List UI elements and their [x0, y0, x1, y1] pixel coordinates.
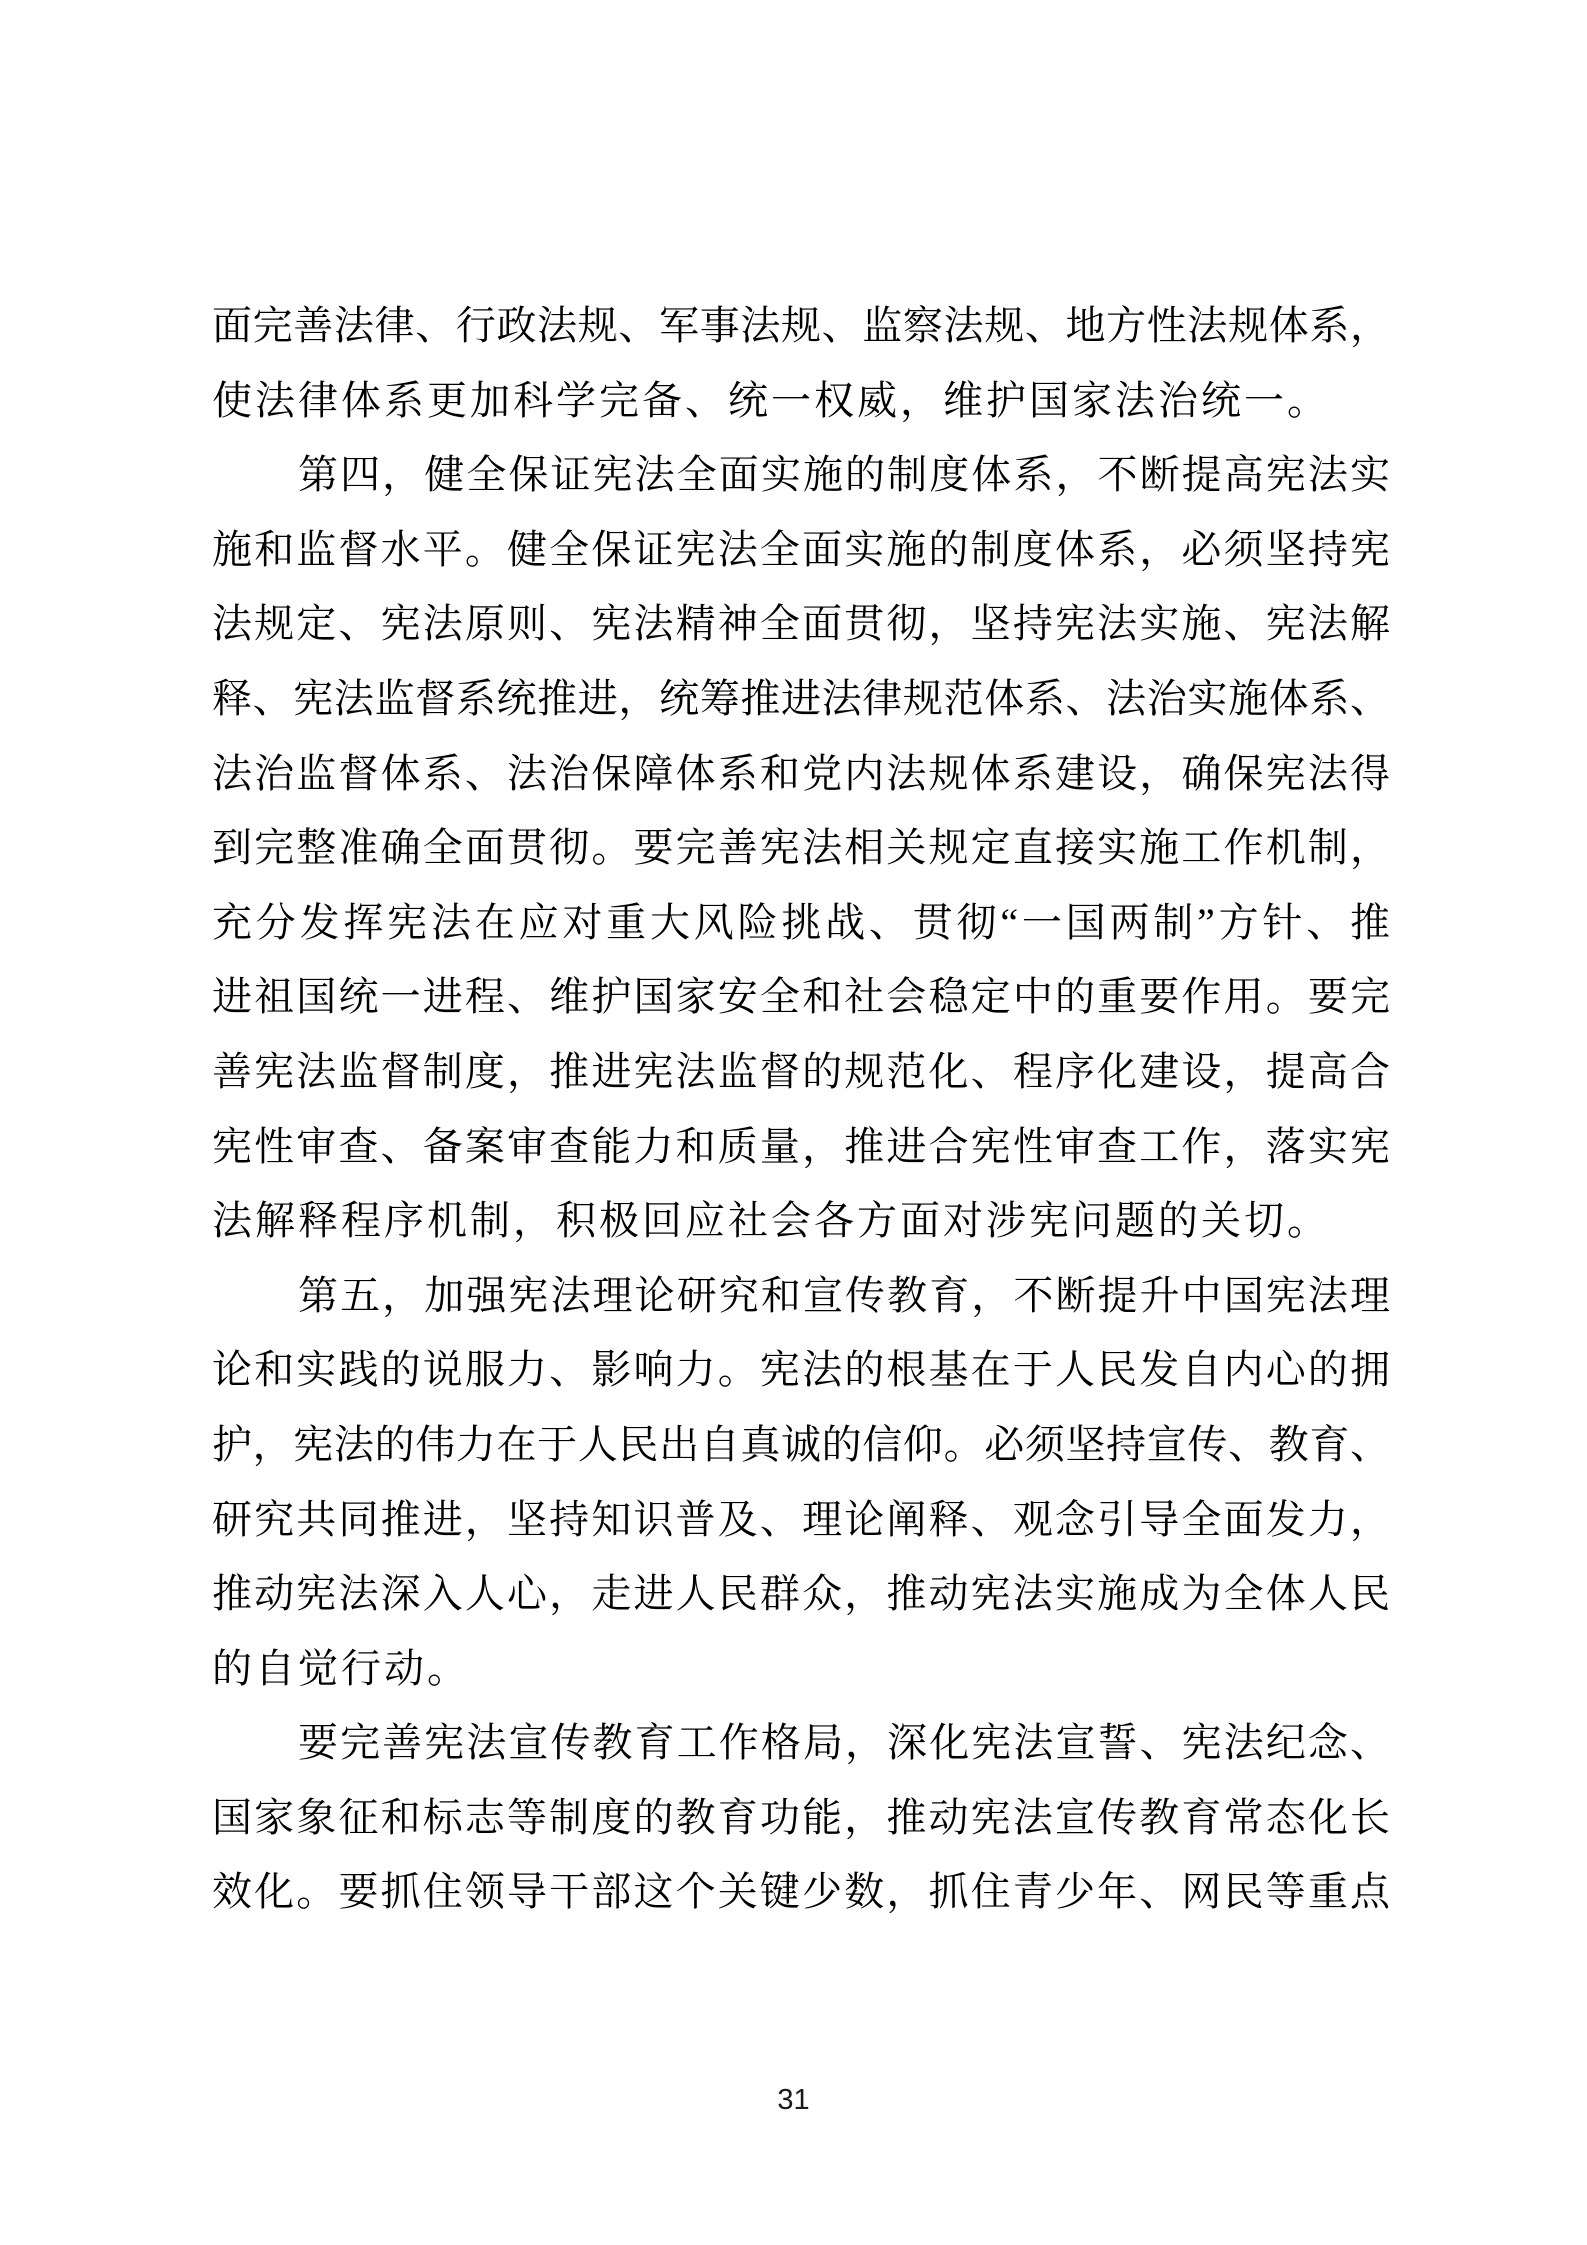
text-line: 充分发挥宪法在应对重大风险挑战、贯彻“一国两制”方针、推	[212, 899, 1390, 945]
text-line: 进祖国统一进程、维护国家安全和社会稳定中的重要作用。要完	[212, 974, 1390, 1020]
text-line: 善宪法监督制度，推进宪法监督的规范化、程序化建设，提高合	[212, 1048, 1390, 1094]
text-line: 法规定、宪法原则、宪法精神全面贯彻，坚持宪法实施、宪法解	[212, 601, 1390, 647]
text-line: 使法律体系更加科学完备、统一权威，维护国家法治统一。	[212, 377, 1330, 423]
text-line: 第五，加强宪法理论研究和宣传教育，不断提升中国宪法理	[298, 1272, 1390, 1318]
text-line: 面完善法律、行政法规、军事法规、监察法规、地方性法规体系，	[212, 303, 1390, 348]
text-line: 施和监督水平。健全保证宪法全面实施的制度体系，必须坚持宪	[212, 526, 1390, 572]
text-line: 要完善宪法宣传教育工作格局，深化宪法宣誓、宪法纪念、	[298, 1720, 1390, 1766]
text-line: 宪性审查、备案审查能力和质量，推进合宪性审查工作，落实宪	[212, 1123, 1390, 1169]
document-text-body	[212, 289, 1390, 1930]
text-line: 推动宪法深入人心，走进人民群众，推动宪法实施成为全体人民	[212, 1571, 1390, 1617]
text-line: 研究共同推进，坚持知识普及、理论阐释、观念引导全面发力，	[212, 1496, 1390, 1542]
page-footer	[0, 2083, 1587, 2117]
text-line: 法解释程序机制，积极回应社会各方面对涉宪问题的关切。	[212, 1198, 1330, 1244]
text-line: 到完整准确全面贯彻。要完善宪法相关规定直接实施工作机制，	[212, 825, 1390, 871]
text-line: 护，宪法的伟力在于人民出自真诚的信仰。必须坚持宣传、教育、	[212, 1421, 1390, 1467]
text-line: 的自觉行动。	[212, 1645, 470, 1691]
text-line: 释、宪法监督系统推进，统筹推进法律规范体系、法治实施体系、	[212, 675, 1390, 721]
text-line: 国家象征和标志等制度的教育功能，推动宪法宣传教育常态化长	[212, 1794, 1390, 1840]
text-line: 效化。要抓住领导干部这个关键少数，抓住青少年、网民等重点	[212, 1869, 1390, 1915]
text-line: 第四，健全保证宪法全面实施的制度体系，不断提高宪法实	[298, 452, 1390, 498]
page-number: 31	[777, 2084, 810, 2116]
text-line: 法治监督体系、法治保障体系和党内法规体系建设，确保宪法得	[212, 750, 1390, 796]
text-line: 论和实践的说服力、影响力。宪法的根基在于人民发自内心的拥	[212, 1347, 1390, 1393]
